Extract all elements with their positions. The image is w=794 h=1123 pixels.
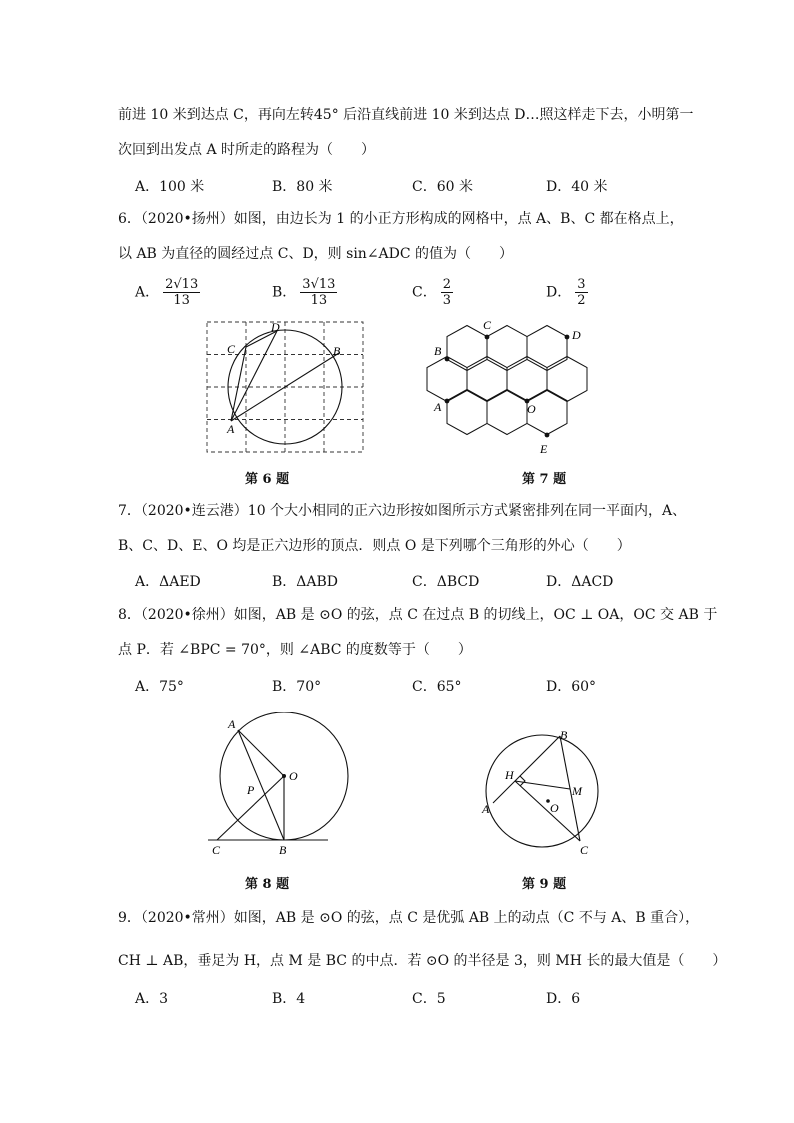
hexagon [487, 326, 527, 371]
q6-d-numerator: 3 [577, 277, 586, 292]
q6-a-denominator: 13 [173, 293, 190, 308]
q5-option-c[interactable]: C．60 米 [412, 179, 473, 195]
figure-8-circle-tangent [200, 712, 370, 862]
q7-option-b[interactable]: B．ΔABD [272, 574, 339, 590]
q5-option-d[interactable]: D．40 米 [546, 179, 608, 195]
q7-option-a[interactable]: A．ΔAED [135, 574, 201, 590]
q7-line1: 7．（2020•连云港）10 个大小相同的正六边形按如图所示方式紧密排列在同一平面内，A、 [118, 503, 687, 519]
q8-option-b[interactable]: B．70° [272, 679, 322, 695]
q7-line2: B、C、D、E、O 均是正六边形的顶点．则点 O 是下列哪个三角形的外心（ ） [118, 538, 631, 554]
q6-option-a-fraction [163, 277, 200, 308]
q9-option-a[interactable]: A．3 [135, 991, 169, 1007]
figure-7-hexagons [420, 315, 600, 460]
q8-line2: 点 P．若 ∠BPC = 70°，则 ∠ABC 的度数等于（ ） [118, 642, 472, 658]
figure-8-label-p: P [247, 783, 255, 797]
q7-option-d[interactable]: D．ΔACD [546, 574, 614, 590]
figure-8-label-a: A [228, 717, 236, 731]
q6-option-c-label: C． [412, 284, 437, 301]
q6-option-a-label: A． [135, 284, 160, 301]
q8-line1: 8．（2020•徐州）如图，AB 是 ⊙O 的弦，点 C 在过点 B 的切线上，OC ⊥ OA，OC 交 AB 于 [118, 607, 718, 623]
q6-line2: 以 AB 为直径的圆经过点 C、D，则 sin∠ADC 的值为（ ） [118, 246, 514, 262]
q6-option-c[interactable] [412, 277, 453, 308]
figure-8-label-c: C [212, 843, 221, 857]
figure-9-label-b: B [560, 728, 568, 742]
q6-b-denominator: 13 [310, 293, 328, 308]
point-e [545, 433, 550, 438]
q6-line1: 6．（2020•扬州）如图，由边长为 1 的小正方形构成的网格中，点 A、B、C 都在格点上， [118, 211, 684, 227]
q6-option-c-fraction [441, 277, 453, 308]
q6-a-numerator: 2√13 [165, 277, 199, 292]
figure-9-circle-chord [478, 725, 613, 860]
q6-option-b-label: B． [272, 284, 297, 301]
q6-c-denominator: 3 [442, 293, 451, 308]
figure-7-label-b: B [434, 344, 442, 358]
q6-d-denominator: 2 [577, 293, 586, 308]
figure-7-hex-grid [427, 326, 587, 435]
q9-line2: CH ⊥ AB，垂足为 H，点 M 是 BC 的中点．若 ⊙O 的半径是 3，则 MH 长的最大值是（ ） [118, 953, 727, 969]
q5-option-a[interactable]: A．100 米 [135, 179, 205, 195]
hexagon [447, 390, 487, 435]
figure-9-label-a: A [482, 802, 490, 816]
figure-7-caption: 第 7 题 [522, 472, 567, 487]
q6-option-a[interactable] [135, 277, 200, 308]
q9-option-d[interactable]: D．6 [546, 991, 581, 1007]
q6-option-b-fraction [300, 277, 337, 308]
figure-8-label-b: B [279, 843, 287, 857]
q6-c-numerator: 2 [442, 277, 451, 292]
figure-6-label-b: B [333, 344, 341, 358]
q5-line1: 前进 10 米到达点 C，再向左转45° 后沿直线前进 10 米到达点 D…照这样走下去，小明第一 [118, 107, 694, 123]
q6-option-d-fraction [575, 277, 587, 308]
figure-6-label-c: C [227, 342, 236, 356]
figure-6-label-d: D [271, 320, 280, 334]
figure-6-caption: 第 6 题 [245, 472, 290, 487]
q9-option-b[interactable]: B．4 [272, 991, 306, 1007]
q6-option-b[interactable] [272, 277, 337, 308]
q5-line2: 次回到出发点 A 时所走的路程为（ ） [118, 142, 376, 158]
figure-7-label-o: O [527, 402, 536, 416]
hexagon [527, 326, 567, 371]
figure-9-caption: 第 9 题 [522, 877, 567, 892]
q5-option-b[interactable]: B．80 米 [272, 179, 333, 195]
q8-option-c[interactable]: C．65° [412, 679, 462, 695]
q6-b-numerator: 3√13 [302, 277, 336, 292]
q8-option-d[interactable]: D．60° [546, 679, 597, 695]
q6-option-d[interactable] [546, 277, 588, 308]
figure-7-label-d: D [572, 328, 581, 342]
hexagon [447, 326, 487, 371]
q9-line1: 9．（2020•常州）如图，AB 是 ⊙O 的弦，点 C 是优弧 AB 上的动点（C 不与 A、B 重合）， [118, 910, 700, 926]
hexagon [427, 357, 467, 402]
hexagon [467, 357, 507, 402]
point-c [485, 335, 490, 340]
figure-6-grid-circle [200, 315, 370, 460]
point-b [445, 357, 450, 362]
figure-6-label-a: A [227, 422, 235, 436]
figure-9-segments [493, 736, 580, 841]
figure-8-caption: 第 8 题 [245, 877, 290, 892]
figure-9-label-o: O [550, 801, 559, 815]
point-d [565, 335, 570, 340]
figure-7-label-e: E [540, 442, 548, 456]
q6-option-d-label: D． [546, 284, 572, 301]
figure-9-label-h: H [505, 768, 514, 782]
hexagon [487, 390, 527, 435]
hexagon [547, 357, 587, 402]
hexagon [507, 357, 547, 402]
point-a [445, 399, 450, 404]
figure-8-center-dot [282, 774, 286, 778]
q8-option-a[interactable]: A．75° [135, 679, 184, 695]
figure-7-label-a: A [434, 400, 442, 414]
q7-option-c[interactable]: C．ΔBCD [412, 574, 480, 590]
figure-8-label-o: O [289, 769, 298, 783]
figure-9-label-c: C [580, 843, 589, 857]
figure-7-label-c: C [483, 318, 492, 332]
figure-9-label-m: M [572, 784, 582, 798]
q9-option-c[interactable]: C．5 [412, 991, 446, 1007]
